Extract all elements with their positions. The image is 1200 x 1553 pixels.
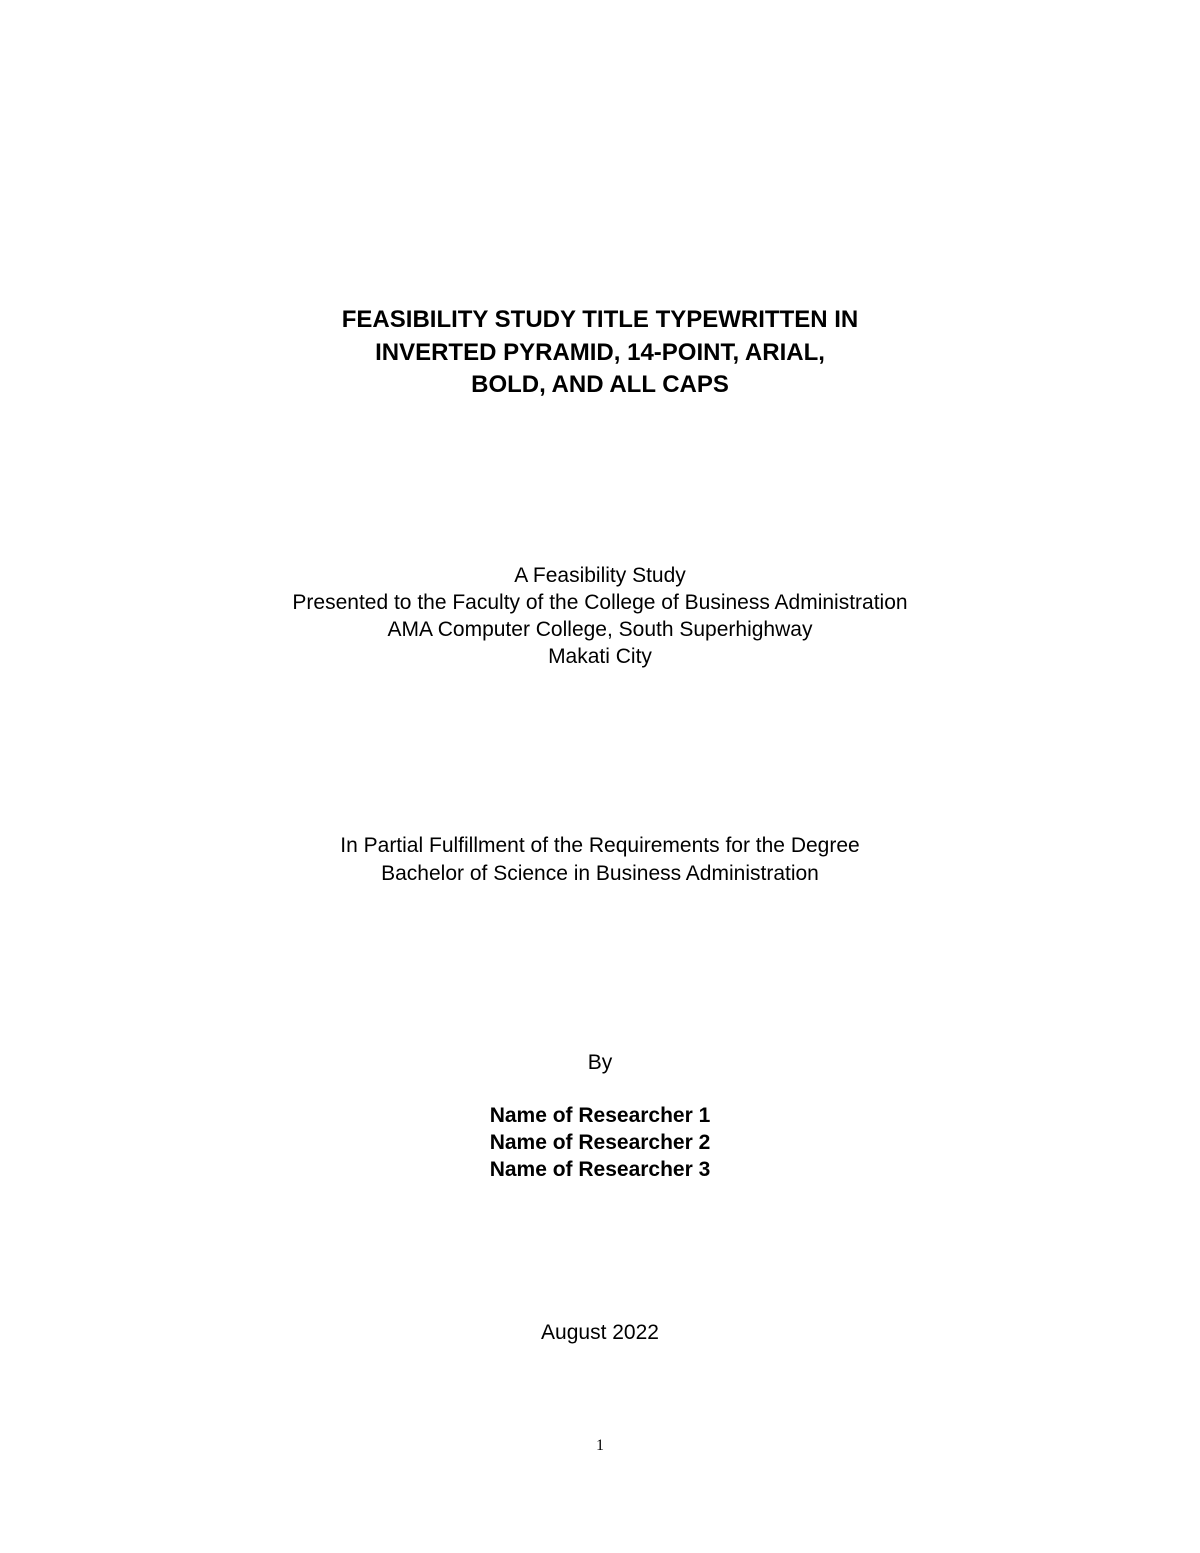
researcher-name-2: Name of Researcher 2 — [489, 1131, 711, 1154]
study-type-line: A Feasibility Study — [514, 564, 686, 587]
submission-date: August 2022 — [541, 1321, 659, 1344]
title-line-3: BOLD, AND ALL CAPS — [471, 371, 729, 398]
researcher-name-1: Name of Researcher 1 — [489, 1104, 711, 1127]
city-line: Makati City — [548, 645, 652, 668]
page-number: 1 — [596, 1437, 604, 1454]
presented-to-line: Presented to the Faculty of the College of Business Administration — [292, 591, 908, 614]
by-label: By — [587, 1051, 613, 1074]
degree-line: Bachelor of Science in Business Administration — [381, 862, 819, 885]
title-line-1: FEASIBILITY STUDY TITLE TYPEWRITTEN IN — [341, 306, 859, 333]
institution-line: AMA Computer College, South Superhighway — [387, 618, 813, 641]
researcher-name-3: Name of Researcher 3 — [489, 1158, 711, 1181]
title-line-2: INVERTED PYRAMID, 14-POINT, ARIAL, — [375, 339, 825, 366]
fulfillment-line: In Partial Fulfillment of the Requirements for the Degree — [340, 834, 860, 857]
